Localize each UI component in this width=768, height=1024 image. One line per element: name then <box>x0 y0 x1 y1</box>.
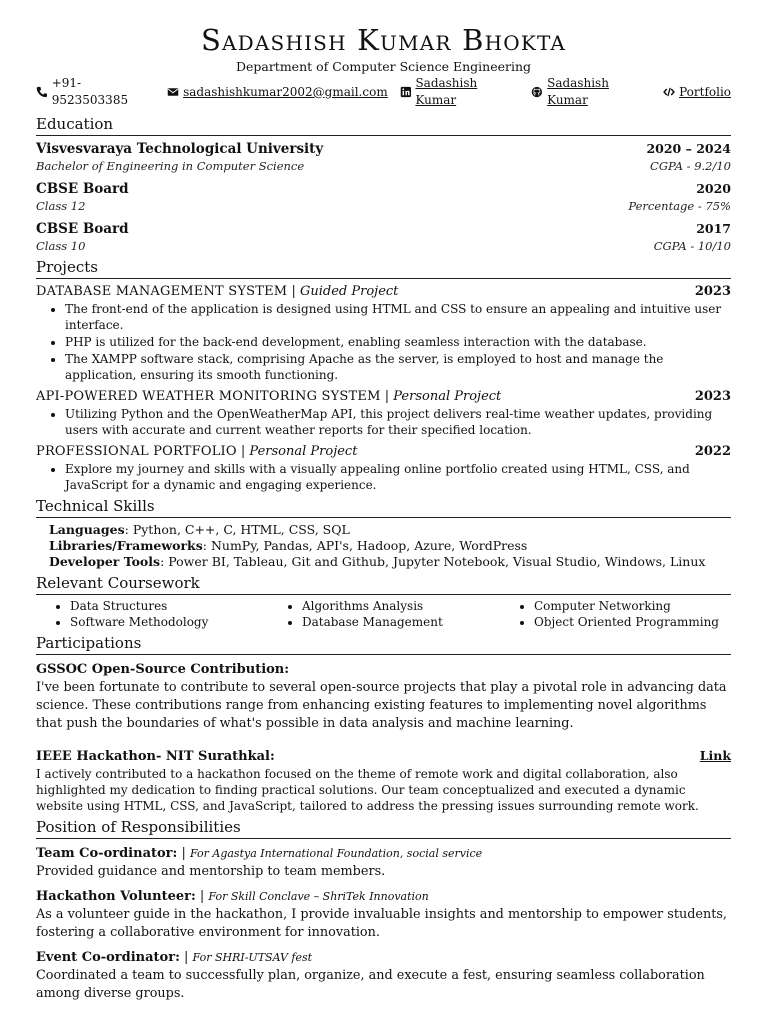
project-bullet: • Utilizing Python and the OpenWeatherMap API, this project delivers real-time weather updates, providing users with accurate and current weather reports for their specified location. <box>65 406 731 438</box>
phone-number: +91-9523503385 <box>51 76 129 107</box>
section-education-heading: Education <box>36 115 731 136</box>
department: Department of Computer Science Engineering <box>235 59 532 74</box>
score: CGPA - 9.2/10 <box>650 159 731 173</box>
linkedin-icon <box>400 86 412 98</box>
edu-dates: 2017 <box>696 221 731 236</box>
score: Percentage - 75% <box>628 199 731 213</box>
responsibility-entry: Team Co-ordinator: | For Agastya International Foundation, social service Provided guidance and mentorship to team members. <box>36 845 731 881</box>
email-link[interactable]: sadashishkumar2002@gmail.com <box>183 84 388 99</box>
coursework-column <box>513 599 745 630</box>
project-type: Personal Project <box>393 389 502 404</box>
portfolio-link[interactable]: Portfolio <box>679 84 732 99</box>
skill-label: Developer Tools <box>49 554 161 569</box>
section-coursework-heading: Relevant Coursework <box>36 574 731 595</box>
resume-page <box>36 22 731 1010</box>
skill-value: Python, C++, C, HTML, CSS, SQL <box>132 522 350 537</box>
course-item: • Database Management <box>302 615 513 631</box>
degree: Class 12 <box>36 199 86 213</box>
institution: CBSE Board <box>36 181 129 197</box>
project-year: 2023 <box>694 389 731 404</box>
education-entry <box>36 220 731 254</box>
role-title: Team Co-ordinator: <box>36 846 178 861</box>
skill-row: Libraries/Frameworks: NumPy, Pandas, API's, Hadoop, Azure, WordPress <box>49 538 528 553</box>
envelope-icon <box>167 86 179 98</box>
contact-email[interactable] <box>167 84 388 101</box>
linkedin-link[interactable]: Sadashish Kumar <box>415 76 478 107</box>
role-text: Provided guidance and mentorship to team members. <box>36 864 386 879</box>
project-bullet: • Explore my journey and skills with a visually appealing online portfolio created using HTML, CSS, and JavaScript for a dynamic and engaging experience. <box>65 461 731 493</box>
code-icon <box>663 86 675 98</box>
skill-row: Languages: Python, C++, C, HTML, CSS, SQL <box>49 522 350 537</box>
course-item: • Computer Networking <box>534 599 745 615</box>
project-bullet: • PHP is utilized for the back-end development, enabling seamless interaction with the database. <box>65 334 731 350</box>
candidate-name: Sadashish Kumar Bhokta <box>200 23 567 57</box>
course-item: • Object Oriented Programming <box>534 615 745 631</box>
score: CGPA - 10/10 <box>653 239 731 253</box>
edu-dates: 2020 <box>696 181 731 196</box>
hackathon-link[interactable]: Link <box>699 748 731 763</box>
education-list <box>36 140 731 254</box>
role-title: Event Co-ordinator: <box>36 950 180 965</box>
education-entry <box>36 140 731 174</box>
role-title: Hackathon Volunteer: <box>36 889 196 904</box>
participation-title: IEEE Hackathon- NIT Surathkal: <box>36 749 275 764</box>
phone-icon <box>36 86 48 98</box>
section-projects-heading: Projects <box>36 258 731 279</box>
course-item: • Software Methodology <box>70 615 281 631</box>
project-year: 2023 <box>694 284 731 299</box>
institution: Visvesvaraya Technological University <box>36 141 324 157</box>
project-title: API-POWERED WEATHER MONITORING SYSTEM <box>36 389 381 404</box>
edu-dates: 2020 – 2024 <box>646 141 731 156</box>
responsibility-entry: Hackathon Volunteer: | For Skill Conclave – ShriTek Innovation As a volunteer guide in the hackathon, I provide invaluable insights and mentorship to empower students, fostering a collaborative environment for innovation. <box>36 888 731 942</box>
skills-list <box>36 522 731 570</box>
skill-row: Developer Tools: Power BI, Tableau, Git and Github, Jupyter Notebook, Visual Studio, Windows, Linux <box>49 554 706 569</box>
skill-value: Power BI, Tableau, Git and Github, Jupyter Notebook, Visual Studio, Windows, Linux <box>168 554 706 569</box>
section-skills-heading: Technical Skills <box>36 497 731 518</box>
participation-text: I actively contributed to a hackathon focused on the theme of remote work and digital collaboration, also highlighted my dedication to finding practical solutions. Our team conceptualized and executed a dynamic website using HTML, CSS, and JavaScript, tailored to address the pressing issues surrounding remote work. <box>36 767 699 813</box>
institution: CBSE Board <box>36 221 129 237</box>
participation-text: I've been fortunate to contribute to several open-source projects that play a pivotal role in advancing data science. These contributions range from enhancing existing features to implementing novel algorithms that push the boundaries of what's possible in data analysis and machine learning. <box>36 680 727 731</box>
participation-entry <box>36 747 731 814</box>
degree: Bachelor of Engineering in Computer Science <box>36 159 305 173</box>
course-item: • Data Structures <box>70 599 281 615</box>
section-responsibilities-heading: Position of Responsibilities <box>36 818 731 839</box>
project-entry: DATABASE MANAGEMENT SYSTEM | Guided Project 2023 • The front-end of the application is designed using HTML and CSS to ensure an appealing and intuitive user interface. • PHP is utilized for the back-end development, enabling seamless interaction with the database. • The XAMPP software stack, comprising Apache as the server, is employed to host and manage the application, ensuring its smooth functioning. <box>36 283 731 383</box>
role-org: For Agastya International Foundation, social service <box>189 847 483 860</box>
skill-label: Libraries/Frameworks <box>49 538 203 553</box>
coursework-grid <box>36 599 731 630</box>
project-year: 2022 <box>694 444 731 459</box>
coursework-column <box>281 599 513 630</box>
project-entry: API-POWERED WEATHER MONITORING SYSTEM | Personal Project 2023 • Utilizing Python and the OpenWeatherMap API, this project delivers real-time weather updates, providing users with accurate and current weather reports for their specified location. <box>36 388 731 438</box>
project-title: DATABASE MANAGEMENT SYSTEM <box>36 284 288 299</box>
contact-bar <box>36 75 731 109</box>
project-bullet: • The XAMPP software stack, comprising Apache as the server, is employed to host and manage the application, ensuring its smooth functioning. <box>65 351 731 383</box>
coursework-column <box>49 599 281 630</box>
project-title: PROFESSIONAL PORTFOLIO <box>36 444 237 459</box>
course-item: • Algorithms Analysis <box>302 599 513 615</box>
project-entry: PROFESSIONAL PORTFOLIO | Personal Project 2022 • Explore my journey and skills with a visually appealing online portfolio created using HTML, CSS, and JavaScript for a dynamic and engaging experience. <box>36 443 731 493</box>
section-participations-heading: Participations <box>36 634 731 655</box>
contact-linkedin[interactable] <box>400 75 520 109</box>
project-type: Personal Project <box>249 444 358 459</box>
skill-value: NumPy, Pandas, API's, Hadoop, Azure, WordPress <box>210 538 528 553</box>
project-bullet: • The front-end of the application is designed using HTML and CSS to ensure an appealing and intuitive user interface. <box>65 301 731 333</box>
contact-phone <box>36 75 155 109</box>
responsibility-entry: Event Co-ordinator: | For SHRI-UTSAV fest Coordinated a team to successfully plan, organize, and execute a fest, ensuring seamless collaboration among diverse groups. <box>36 949 731 1003</box>
participation-entry <box>36 661 731 733</box>
github-link[interactable]: Sadashish Kumar <box>547 76 609 107</box>
role-text: Coordinated a team to successfully plan, organize, and execute a fest, ensuring seamless collaboration among diverse groups. <box>36 968 705 1001</box>
role-org: For Skill Conclave – ShriTek Innovation <box>208 890 429 903</box>
role-text: As a volunteer guide in the hackathon, I provide invaluable insights and mentorship to empower students, fostering a collaborative environment for innovation. <box>36 907 727 940</box>
degree: Class 10 <box>36 239 86 253</box>
participation-title: GSSOC Open-Source Contribution: <box>36 662 290 677</box>
project-type: Guided Project <box>299 284 399 299</box>
github-icon <box>531 86 543 98</box>
skill-label: Languages <box>49 522 125 537</box>
contact-portfolio[interactable] <box>663 84 731 101</box>
education-entry <box>36 180 731 214</box>
role-org: For SHRI-UTSAV fest <box>192 951 313 964</box>
contact-github[interactable] <box>531 75 651 109</box>
